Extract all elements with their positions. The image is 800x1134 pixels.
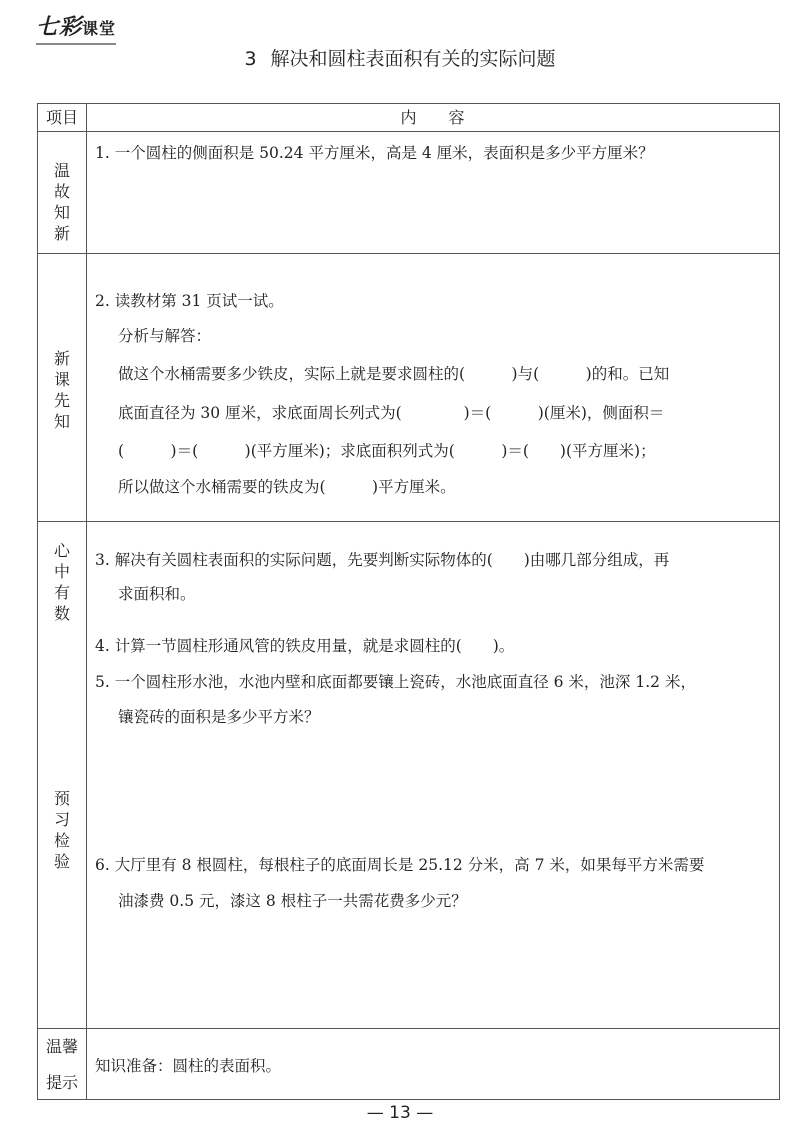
row-label-key-points: 心 中 有 数 xyxy=(53,541,70,623)
question-5-cont: 镶瓷砖的面积是多少平方米？ xyxy=(118,708,320,726)
row-divider xyxy=(38,253,779,254)
row-label-tips-2: 提示 xyxy=(45,1073,78,1092)
question-2-line: 底面直径为 30 厘米，求底面周长列式为( )＝( )(厘米)，侧面积＝ xyxy=(118,404,665,422)
analysis-label: 分析与解答： xyxy=(118,327,212,345)
page-number: — 13 — xyxy=(366,1103,434,1123)
row-divider xyxy=(38,521,779,522)
page-title xyxy=(0,44,800,71)
row-label-tips: 温馨 xyxy=(45,1037,78,1056)
question-2-line: ( )＝( )(平方厘米)；求底面积列式为( )＝( )(平方厘米)； xyxy=(118,442,656,460)
question-3-cont: 求面积和。 xyxy=(118,585,196,603)
brand-logo xyxy=(36,10,116,45)
header-item: 项目 xyxy=(45,108,78,127)
question-2-line: 所以做这个水桶需要的铁皮为( )平方厘米。 xyxy=(118,478,456,496)
logo-small-text: 课堂 xyxy=(82,19,117,38)
question-2-line: 做这个水桶需要多少铁皮，实际上就是要求圆柱的( )与( )的和。已知 xyxy=(118,365,670,383)
question-3: 3. 解决有关圆柱表面积的实际问题，先要判断实际物体的( )由哪几部分组成，再 xyxy=(95,551,670,569)
question-1: 1. 一个圆柱的侧面积是 50.24 平方厘米，高是 4 厘米，表面积是多少平方厘米？ xyxy=(95,144,654,162)
row-divider xyxy=(38,1028,779,1029)
question-2: 2. 读教材第 31 页试一试。 xyxy=(95,292,284,310)
worksheet-table xyxy=(37,103,780,1100)
question-5: 5. 一个圆柱形水池，水池内壁和底面都要镶上瓷砖，水池底面直径 6 米，池深 1.2 米， xyxy=(95,673,696,691)
row-divider xyxy=(38,131,779,132)
question-6-cont: 油漆费 0.5 元，漆这 8 根柱子一共需花费多少元？ xyxy=(118,892,467,910)
row-label-preview: 新 课 先 知 xyxy=(53,349,70,431)
row-label-preview-check: 预 习 检 验 xyxy=(53,789,70,871)
tip-text: 知识准备：圆柱的表面积。 xyxy=(95,1057,282,1075)
row-label-review: 温 故 知 新 xyxy=(53,161,70,243)
header-content: 内 容 xyxy=(400,108,465,127)
question-4: 4. 计算一节圆柱形通风管的铁皮用量，就是求圆柱的( )。 xyxy=(95,637,515,655)
logo-text: 七彩 xyxy=(36,15,83,40)
lesson-number: 3 xyxy=(244,48,257,70)
lesson-title: 解决和圆柱表面积有关的实际问题 xyxy=(270,48,556,70)
question-6: 6. 大厅里有 8 根圆柱，每根柱子的底面周长是 25.12 分米，高 7 米，如果每平方米需要 xyxy=(95,856,705,874)
